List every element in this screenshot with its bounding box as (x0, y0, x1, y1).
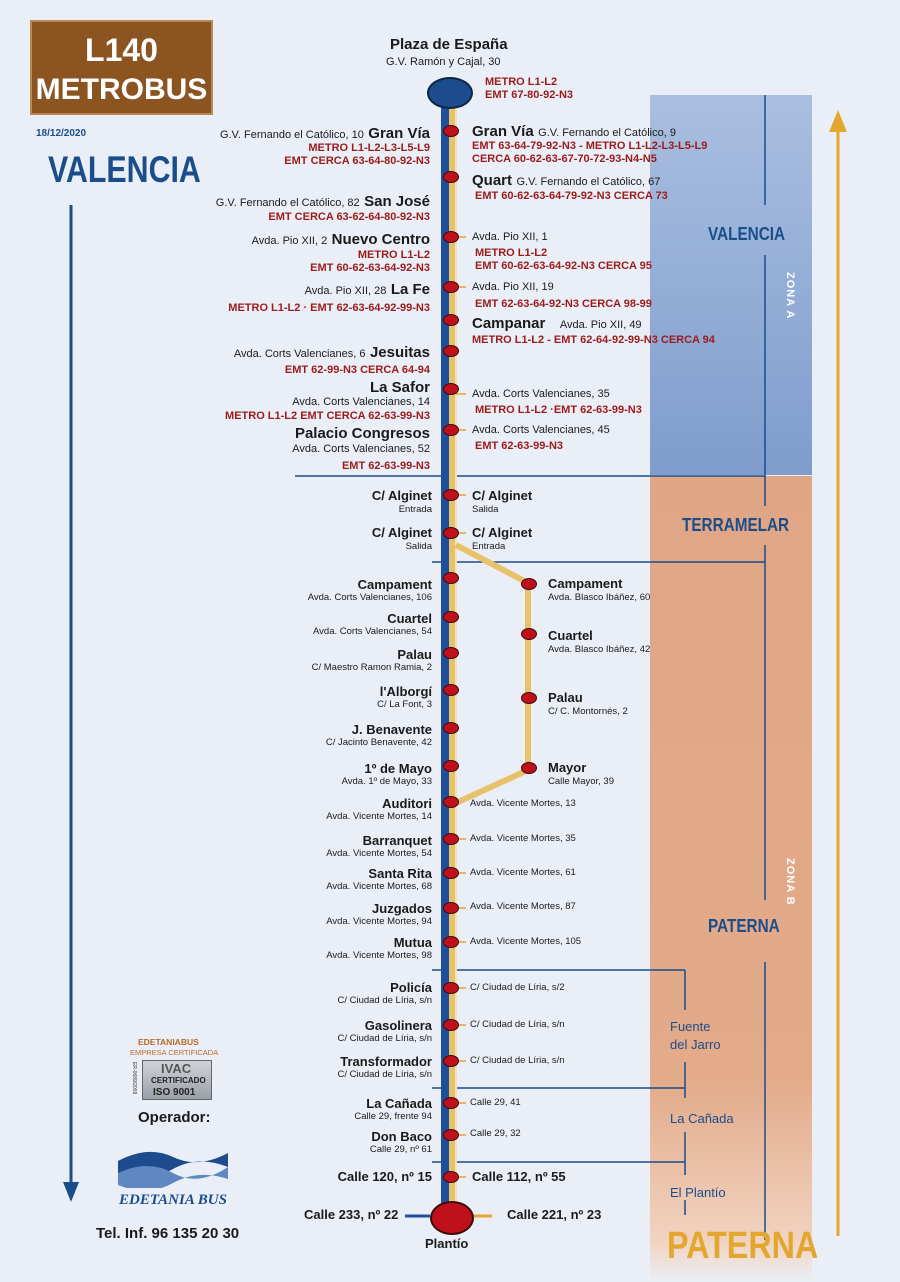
left-paterna-stop[interactable]: Gasolinera (364, 1018, 432, 1033)
operator-name: EDETANIA BUS (119, 1192, 227, 1208)
left-stop-5[interactable] (234, 344, 430, 362)
stop-marker[interactable] (443, 345, 459, 357)
alginet-left-2[interactable]: C/ Alginet (371, 525, 432, 540)
stop-name: Quart (472, 172, 513, 189)
left-stop-2[interactable] (216, 193, 430, 211)
stop-marker[interactable] (443, 936, 459, 948)
left-paterna-stop[interactable]: Santa Rita (368, 866, 432, 881)
branch-stop-marker[interactable] (521, 578, 537, 590)
stop-marker[interactable] (443, 125, 459, 137)
stop-name: La Fe (390, 281, 430, 298)
right-addr-4[interactable]: Avda. Pio XII, 19 (472, 281, 554, 293)
left-stop-7[interactable]: Palacio Congresos (294, 425, 430, 442)
stop-marker[interactable] (443, 1129, 459, 1141)
operator-phone[interactable]: Tel. Inf. 96 135 20 30 (96, 1225, 240, 1242)
right-addr-3[interactable]: Avda. Pio XII, 1 (472, 231, 548, 243)
stop-marker[interactable] (443, 611, 459, 623)
stop-address: Avda. Pio XII, 49 (559, 319, 642, 331)
right-paterna-address[interactable]: C/ Ciudad de Líria, s/2 (470, 982, 565, 993)
left-paterna-address: C/ Maestro Ramon Ramia, 2 (311, 662, 432, 673)
right-paterna-address[interactable]: C/ Ciudad de Líria, s/n (470, 1055, 565, 1066)
zone-plantio: El Plantío (670, 1185, 726, 1200)
left-paterna-stop[interactable]: Policía (390, 980, 432, 995)
right-stop-1[interactable] (472, 123, 676, 141)
left-paterna-stop[interactable]: Palau (397, 647, 432, 662)
branch-stop-marker[interactable] (521, 692, 537, 704)
left-paterna-stop[interactable]: Mutua (393, 935, 432, 950)
stop-marker[interactable] (443, 982, 459, 994)
stop-marker[interactable] (443, 684, 459, 696)
branch-address: C/ C. Montornés, 2 (548, 706, 628, 717)
right-stop-2[interactable] (472, 172, 660, 190)
line-brand: METROBUS (35, 73, 208, 106)
terminus-top-conn2: EMT 67-80-92-N3 (485, 89, 574, 101)
left-paterna-address: Avda. 1º de Mayo, 33 (341, 776, 432, 787)
terminus-top-conn1: METRO L1-L2 (485, 76, 558, 88)
stop-marker[interactable] (443, 1019, 459, 1031)
branch-stop[interactable]: Mayor (548, 760, 587, 775)
branch-address: Avda. Blasco Ibáñez, 42 (548, 644, 651, 655)
iso-certificado: CERTIFICADO (151, 1076, 206, 1085)
zona-b-label: ZONA B (784, 858, 796, 906)
calle-left[interactable]: Calle 120, nº 15 (337, 1169, 432, 1184)
right-paterna-address[interactable]: Avda. Vicente Mortes, 13 (470, 798, 576, 809)
stop-address: Avda. Corts Valencianes, 6 (233, 348, 366, 360)
right-conn-4a: EMT 62-63-64-92-N3 CERCA 98-99 (475, 298, 652, 310)
stop-address: G.V. Fernando el Católico, 82 (215, 197, 360, 209)
terminus-bottom-name: Plantío (425, 1236, 469, 1251)
left-paterna-address: C/ Ciudad de Líria, s/n (337, 1033, 432, 1044)
alginet-right-2[interactable]: C/ Alginet (472, 525, 533, 540)
stop-name: Gran Vía (368, 125, 430, 142)
stop-marker[interactable] (443, 647, 459, 659)
left-addr-6: Avda. Corts Valencianes, 14 (292, 396, 430, 408)
alginet-left-1-sub: Entrada (398, 504, 432, 515)
branch-address: Avda. Blasco Ibáñez, 60 (548, 592, 651, 603)
left-paterna-address: C/ La Font, 3 (377, 699, 432, 710)
iso-standard: ISO 9001 (153, 1087, 196, 1098)
stop-marker[interactable] (443, 383, 459, 395)
right-stop-5[interactable] (472, 315, 642, 333)
stop-marker[interactable] (443, 1055, 459, 1067)
alginet-right-1[interactable]: C/ Alginet (472, 488, 533, 503)
left-conn-4a: METRO L1-L2 · EMT 62-63-64-92-99-N3 (228, 302, 430, 314)
right-paterna-address[interactable]: Avda. Vicente Mortes, 87 (470, 901, 576, 912)
right-conn-3a: METRO L1-L2 (475, 247, 548, 259)
stop-marker[interactable] (443, 231, 459, 243)
iso-seal (142, 1060, 212, 1100)
left-paterna-stop[interactable]: La Cañada (366, 1096, 432, 1111)
stop-name: Nuevo Centro (331, 231, 430, 248)
terminus-bottom-right[interactable]: Calle 221, nº 23 (507, 1207, 602, 1222)
left-stop-4[interactable] (305, 281, 430, 299)
stop-marker[interactable] (443, 902, 459, 914)
left-paterna-stop[interactable]: Juzgados (372, 901, 432, 916)
stop-address: G.V. Fernando el Católico, 67 (516, 176, 661, 188)
left-conn-3a: METRO L1-L2 (357, 249, 430, 261)
stop-marker[interactable] (443, 760, 459, 772)
right-paterna-address[interactable]: Avda. Vicente Mortes, 35 (470, 833, 576, 844)
cert-label: EMPRESA CERTIFICADA (130, 1048, 219, 1057)
zone-canada: La Cañada (670, 1111, 734, 1126)
left-paterna-address: Avda. Vicente Mortes, 98 (326, 950, 432, 961)
left-paterna-address: C/ Ciudad de Líria, s/n (337, 1069, 432, 1080)
left-stop-3[interactable] (252, 231, 430, 249)
zone-paterna: PATERNA (708, 916, 780, 936)
alginet-right-2-sub: Entrada (472, 541, 506, 552)
stop-address: Avda. Pio XII, 28 (304, 285, 387, 297)
left-paterna-address: Avda. Vicente Mortes, 54 (326, 848, 432, 859)
branch-stop-marker[interactable] (521, 628, 537, 640)
terminus-bottom-marker[interactable] (430, 1201, 474, 1235)
left-stop-6[interactable]: La Safor (369, 379, 430, 396)
stop-marker[interactable] (443, 572, 459, 584)
left-paterna-address: Avda. Corts Valencianes, 54 (313, 626, 432, 637)
zona-a-label: ZONA A (784, 272, 796, 320)
branch-stop-marker[interactable] (521, 762, 537, 774)
left-paterna-address: C/ Ciudad de Líria, s/n (337, 995, 432, 1006)
stop-marker[interactable] (443, 281, 459, 293)
stop-marker[interactable] (443, 1171, 459, 1183)
terminus-top-address: G.V. Ramón y Cajal, 30 (386, 56, 501, 68)
left-conn-5a: EMT 62-99-N3 CERCA 64-94 (284, 364, 430, 376)
left-paterna-stop[interactable]: J. Benavente (351, 722, 432, 737)
iso-code: ER-0689/2009 (131, 1062, 137, 1095)
left-conn-1b: EMT CERCA 63-64-80-92-N3 (284, 155, 430, 167)
stop-address: G.V. Fernando el Católico, 10 (219, 129, 364, 141)
left-paterna-stop[interactable]: Transformador (340, 1054, 432, 1069)
left-conn-3b: EMT 60-62-63-64-92-N3 (310, 262, 430, 274)
left-paterna-stop[interactable]: l'Alborgí (379, 684, 432, 699)
paterna-big-label: PATERNA (667, 1225, 819, 1267)
right-conn-5a: METRO L1-L2 - EMT 62-64-92-99-N3 CERCA 94 (472, 334, 715, 346)
branch-address: Calle Mayor, 39 (548, 776, 615, 787)
stop-marker[interactable] (443, 424, 459, 436)
branch-stop[interactable]: Campament (548, 576, 623, 591)
stop-marker[interactable] (443, 527, 459, 539)
left-paterna-address: Avda. Vicente Mortes, 14 (326, 811, 432, 822)
iso-mark: IVAC (161, 1061, 192, 1076)
left-paterna-stop[interactable]: Auditori (382, 796, 432, 811)
right-paterna-address[interactable]: Avda. Vicente Mortes, 105 (470, 936, 582, 947)
right-conn-1a: EMT 63-64-79-92-N3 - METRO L1-L2-L3-L5-L9 (472, 140, 708, 152)
left-stop-1[interactable] (220, 125, 430, 143)
right-conn-3b: EMT 60-62-63-64-92-N3 CERCA 95 (475, 260, 652, 272)
left-addr-7: Avda. Corts Valencianes, 52 (292, 443, 430, 455)
left-conn-6a: METRO L1-L2 EMT CERCA 62-63-99-N3 (225, 410, 430, 422)
stop-address: Avda. Pio XII, 2 (251, 235, 328, 247)
stop-marker[interactable] (443, 796, 459, 808)
left-conn-7a: EMT 62-63-99-N3 (341, 460, 430, 472)
left-paterna-address: Avda. Vicente Mortes, 94 (326, 916, 432, 927)
left-paterna-address: Avda. Corts Valencianes, 106 (307, 592, 432, 603)
date-label: 18/12/2020 (36, 128, 87, 139)
right-addr-6[interactable]: Avda. Corts Valencianes, 35 (472, 388, 610, 400)
left-paterna-stop[interactable]: Cuartel (387, 611, 432, 626)
right-paterna-address[interactable]: Calle 29, 41 (470, 1097, 521, 1108)
cert-company: EDETANIABUS (138, 1037, 199, 1047)
left-paterna-address: Calle 29, nº 61 (369, 1144, 432, 1155)
alginet-left-2-sub: Salida (405, 541, 432, 552)
operator-label: Operador: (138, 1109, 211, 1126)
calle-right[interactable]: Calle 112, nº 55 (472, 1169, 566, 1184)
stop-marker[interactable] (443, 1097, 459, 1109)
branch-stop[interactable]: Palau (548, 690, 583, 705)
branch-stop[interactable]: Cuartel (548, 628, 593, 643)
alginet-left-1[interactable]: C/ Alginet (371, 488, 432, 503)
stop-marker[interactable] (443, 171, 459, 183)
right-conn-6a: METRO L1-L2 ·EMT 62-63-99-N3 (475, 404, 642, 416)
left-paterna-stop[interactable]: Campament (357, 577, 432, 592)
stop-marker[interactable] (443, 867, 459, 879)
operator-logo-waves (118, 1143, 228, 1188)
zone-fuente-1: Fuente (670, 1019, 711, 1034)
right-paterna-address[interactable]: C/ Ciudad de Líria, s/n (470, 1019, 565, 1030)
alginet-right-1-sub: Salida (472, 504, 499, 515)
stop-marker[interactable] (443, 489, 459, 501)
stop-name: San José (364, 193, 430, 210)
line-number: L140 (85, 32, 158, 68)
stop-name: Campanar (472, 315, 546, 332)
left-paterna-address: Calle 29, frente 94 (354, 1111, 432, 1122)
right-conn-7a: EMT 62-63-99-N3 (475, 440, 564, 452)
line-logo (30, 20, 213, 115)
stop-name: Jesuitas (369, 344, 430, 361)
terminus-top-marker[interactable] (427, 77, 473, 109)
right-conn-1b: CERCA 60-62-63-67-70-72-93-N4-N5 (472, 153, 657, 165)
left-conn-1a: METRO L1-L2-L3-L5-L9 (308, 142, 430, 154)
stop-marker[interactable] (443, 833, 459, 845)
terminus-bottom-left[interactable]: Calle 233, nº 22 (304, 1207, 399, 1222)
stop-marker[interactable] (443, 722, 459, 734)
zone-valencia: VALENCIA (708, 224, 786, 244)
stop-marker[interactable] (443, 314, 459, 326)
left-conn-2a: EMT CERCA 63-62-64-80-92-N3 (268, 211, 430, 223)
right-addr-7[interactable]: Avda. Corts Valencianes, 45 (472, 424, 610, 436)
left-paterna-stop[interactable]: 1º de Mayo (364, 761, 432, 776)
zone-fuente-2: del Jarro (670, 1037, 721, 1052)
left-paterna-address: Avda. Vicente Mortes, 68 (326, 881, 432, 892)
left-paterna-stop[interactable]: Barranquet (362, 833, 432, 848)
terminus-top-name: Plaza de España (390, 36, 508, 53)
right-conn-2a: EMT 60-62-63-64-79-92-N3 CERCA 73 (475, 190, 668, 202)
zone-terramelar: TERRAMELAR (682, 515, 790, 535)
stop-name: Gran Vía (472, 123, 534, 140)
stop-address: G.V. Fernando el Católico, 9 (538, 127, 676, 139)
left-paterna-address: C/ Jacinto Benavente, 42 (325, 737, 432, 748)
right-paterna-address[interactable]: Avda. Vicente Mortes, 61 (470, 867, 576, 878)
left-paterna-stop[interactable]: Don Baco (371, 1129, 432, 1144)
right-paterna-address[interactable]: Calle 29, 32 (470, 1128, 521, 1139)
city-title: VALENCIA (48, 149, 201, 190)
